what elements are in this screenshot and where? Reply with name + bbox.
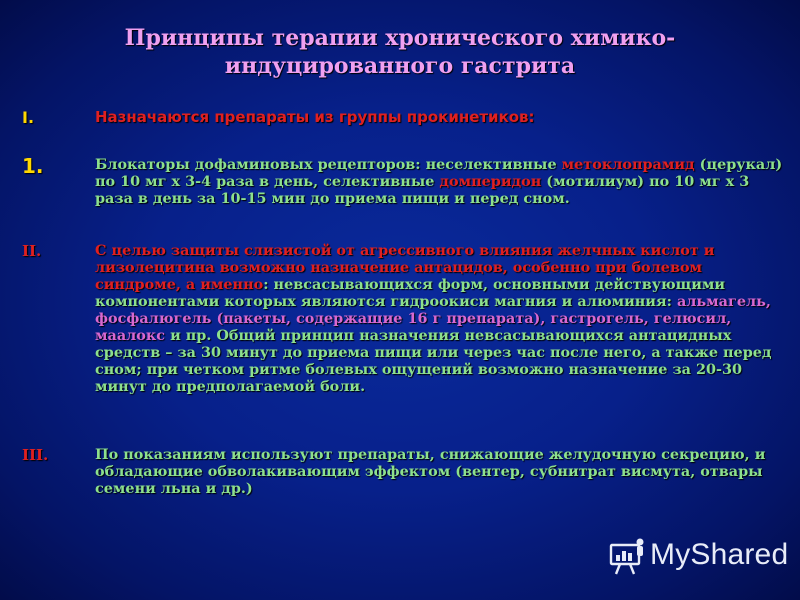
section-ii-text-part-2: и пр. Общий принцип назначения невсасывающихся антацидных средств – за 30 минут до приема пищи или через час после него, а также перед сном; при четком ритме болевых ощущений возможно назначение за 20-30 минут до предполагаемой боли. [95,327,772,395]
slide-title [0,24,800,80]
item-1-text-part-2: (церукал) по 10 мг х 3-4 раза в день, селективные [95,156,783,190]
section-i-text: Назначаются препараты из группы прокинетиков: [95,108,535,126]
item-1-text-part-3: (мотилиум) по 10 мг х 3 раза в день за 10-15 мин до приема пищи и перед сном. [95,173,750,207]
presentation-board-icon [608,536,646,576]
myshared-logo [608,536,788,576]
item-1-marker: 1. [22,154,44,178]
section-i [22,108,782,130]
section-ii-antacid-list: альмагель, фосфалюгель (пакеты, содержащие 16 г препарата), гастрогель, гелюсил, маалокс [95,293,771,344]
myshared-logo-text: MyShared [650,538,789,571]
section-i-marker: I. [22,108,35,127]
drug-metoclopramide: метоклопрамид [561,156,695,173]
item-1-text-part-1: Блокаторы дофаминовых рецепторов: неселективные [95,156,562,173]
slide-title-line-2: индуцированного гастрита [224,53,576,79]
item-1-text [95,156,785,207]
section-iii [22,446,782,506]
section-ii-text [95,242,785,395]
slide-title-line-1: Принципы терапии хронического химико- [124,25,676,51]
drug-domperidone: домперидон [439,173,542,190]
item-1 [22,154,782,214]
section-ii-text-part-1: : невсасывающихся форм, основными действующими компонентами которых являются гидроокиси магния и алюминия: [95,276,726,310]
section-iii-text: По показаниям используют препараты, снижающие желудочную секрецию, и обладающие обволакивающим эффектом (вентер, субнитрат висмута, отвары семени льна и др.) [95,446,766,497]
section-ii-red-text: С целью защиты слизистой от агрессивного влияния желчных кислот и лизолецитина возможно назначение антацидов, особенно при болевом синдроме, а именно [95,242,715,293]
section-iii-marker: III. [22,446,49,464]
section-ii [22,242,782,417]
section-ii-marker: II. [22,242,42,260]
